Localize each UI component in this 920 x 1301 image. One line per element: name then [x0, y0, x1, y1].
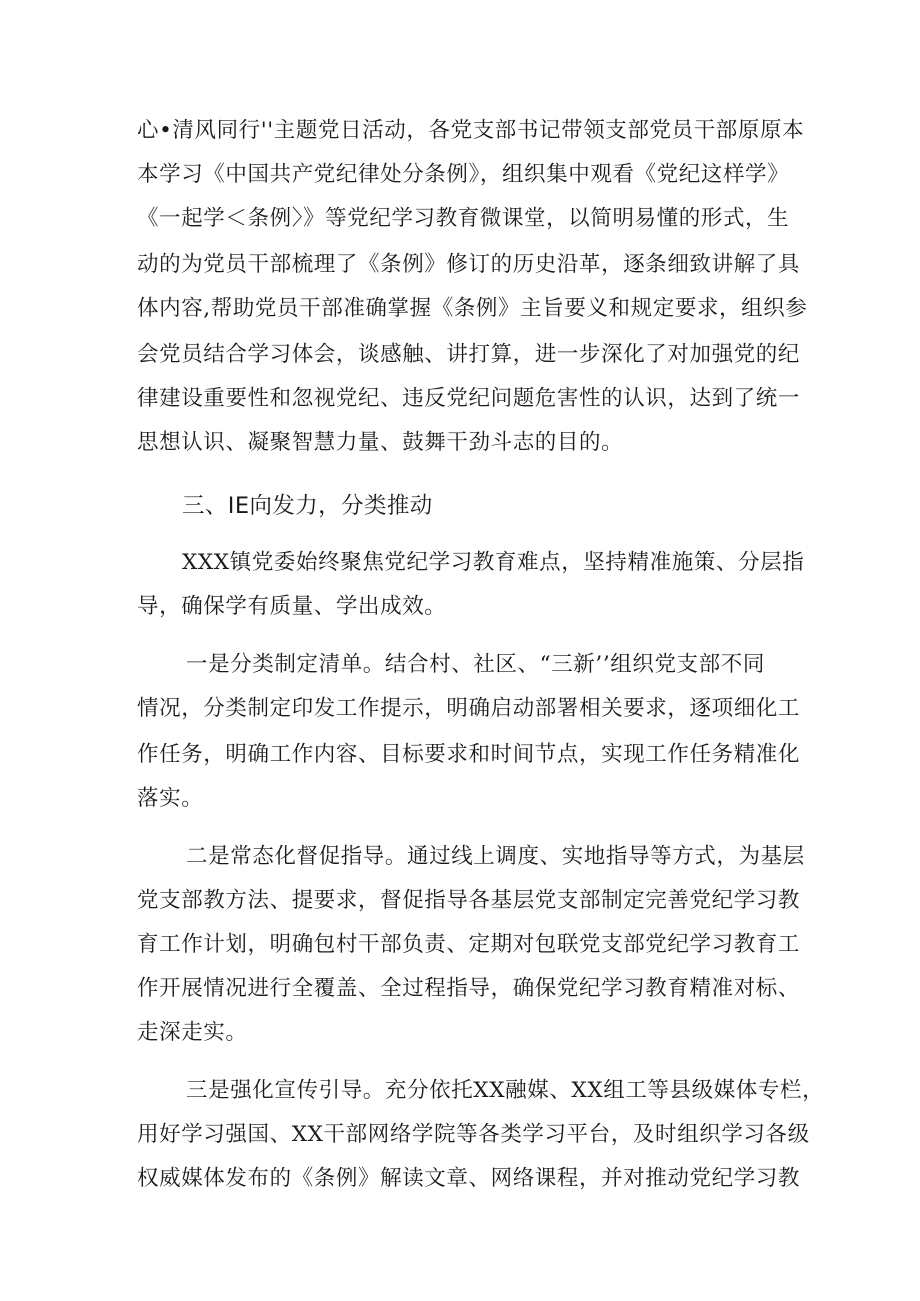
paragraph-line: 党支部教方法、提要求，督促指导各基层党支部制定完善党纪学习教	[137, 888, 801, 913]
paragraph-line: 作任务，明确工作内容、目标要求和时间节点，实现工作任务精准化	[137, 742, 801, 767]
paragraph-line: 《一起学＜条例〉》等党纪学习教育微课堂，以简明易懂的形式，生	[137, 206, 790, 231]
paragraph-line: 本学习《中国共产党纪律处分条例》，组织集中观看《党纪这样学》	[137, 162, 790, 187]
paragraph-line: 作开展情况进行全覆盖、全过程指导，确保党纪学习教育精准对标、	[137, 976, 801, 1001]
paragraph-line: 体内容,帮助党员干部准确掌握《条例》主旨要义和规定要求，组织参	[137, 296, 808, 321]
paragraph-line: 导，确保学有质量、学出成效。	[137, 594, 447, 619]
section-heading: 三、IE向发力，分类推动	[182, 493, 433, 519]
paragraph-line: 心•清风同行''主题党日活动，各党支部书记带领支部党员干部原原本	[137, 118, 805, 143]
paragraph-line: 律建设重要性和忽视党纪、违反党纪问题危害性的认识，达到了统一	[137, 386, 801, 411]
paragraph-line: 用好学习强国、XX干部网络学院等各类学习平台，及时组织学习各级	[137, 1122, 810, 1147]
paragraph-line: 三是强化宣传引导。充分依托XX融媒、XX组工等县级媒体专栏，	[186, 1078, 825, 1103]
paragraph-line: 落实。	[137, 786, 204, 811]
paragraph-line: 育工作计划，明确包村干部负责、定期对包联党支部党纪学习教育工	[137, 932, 801, 957]
paragraph-line: 权威媒体发布的《条例》解读文章、网络课程，并对推动党纪学习教	[137, 1166, 801, 1191]
paragraph-line: 会党员结合学习体会，谈感触、讲打算，进一步深化了对加强党的纪	[137, 342, 801, 367]
paragraph-line: 一是分类制定清单。结合村、社区、“三新’’组织党支部不同	[186, 652, 765, 677]
paragraph-line: 动的为党员干部梳理了《条例》修订的历史沿革，逐条细致讲解了具	[137, 252, 801, 277]
paragraph-line: 思想认识、凝聚智慧力量、鼓舞干劲斗志的目的。	[137, 430, 624, 455]
paragraph-line: 二是常态化督促指导。通过线上调度、实地指导等方式，为基层	[186, 844, 805, 869]
paragraph-line: 情况，分类制定印发工作提示，明确启动部署相关要求，逐项细化工	[137, 696, 801, 721]
paragraph-line: 走深走实。	[137, 1020, 248, 1045]
paragraph-line: XXX镇党委始终聚焦党纪学习教育难点，坚持精准施策、分层指	[182, 550, 805, 575]
